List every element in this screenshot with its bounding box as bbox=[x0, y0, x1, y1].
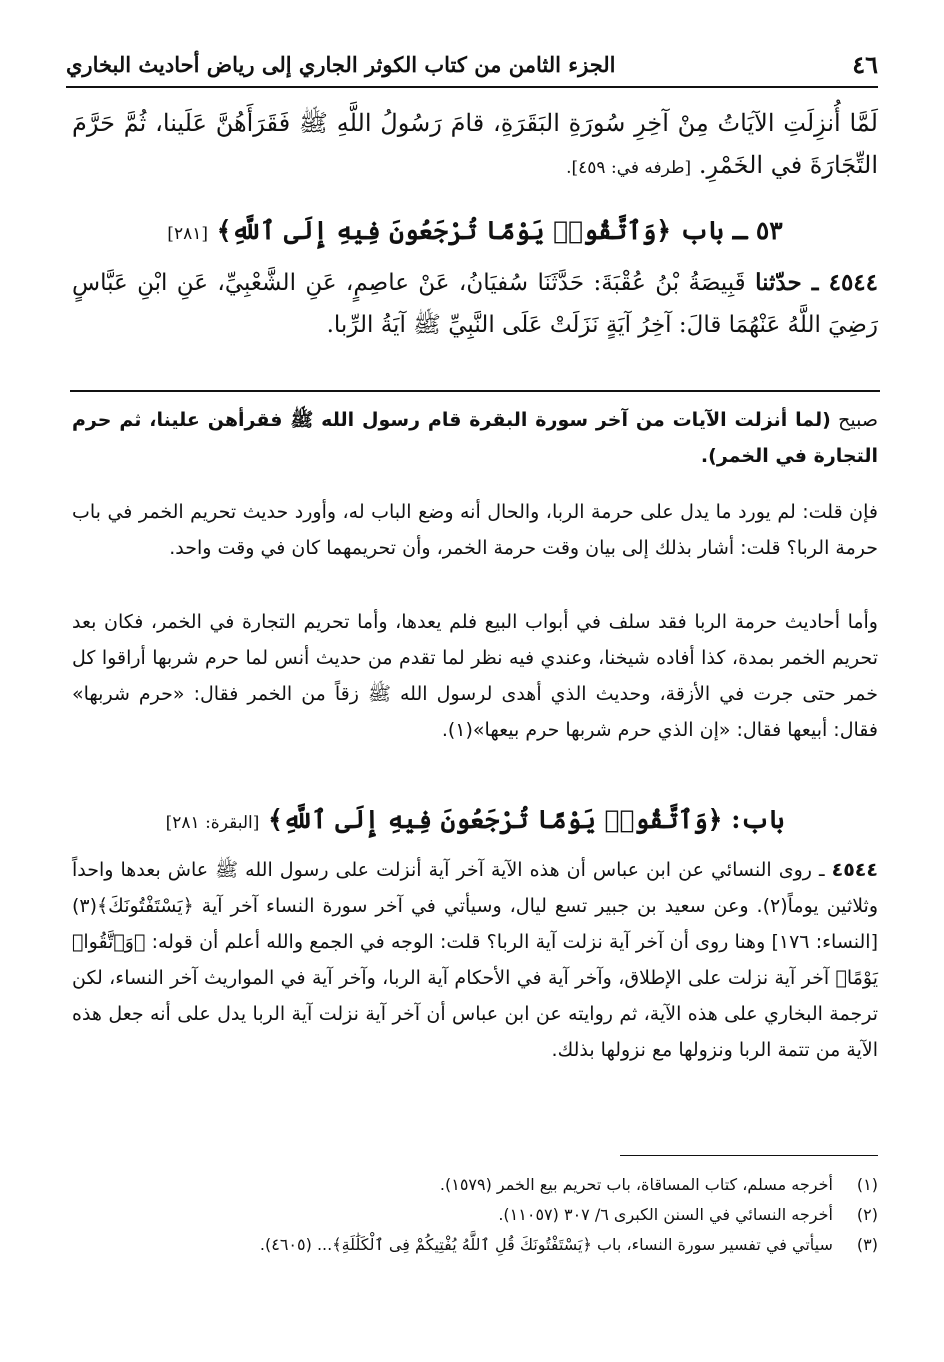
footnote-item bbox=[72, 1200, 878, 1230]
footnote-number: (١) bbox=[856, 1175, 878, 1194]
footnote-separator bbox=[620, 1155, 878, 1156]
commentary-paragraph-2: وأما أحاديث حرمة الربا فقد سلف في أبواب البيع فلم يعدها، وأما تحريم التجارة في الخمر، فكان بعد تحريم الخمر بمدة، كذا أفاده شيخنا، وعندي فيه نظر لما تقدم من حديث أنس لما حرم شربها أراقوا كل خمر حتى جرت في الأزقة، وحديث الذي أهدى لرسول الله ﷺ زقاً من الخمر فقال: «حرم شربها» فقال: أبيعها فقال: «إن الذي حرم شربها حرم بيعها»(١). bbox=[72, 611, 878, 741]
commentary-intro bbox=[72, 402, 878, 474]
commentary-paragraph-1: فإن قلت: لم يورد ما يدل على حرمة الربا، والحال أنه وضع الباب له، وأورد حديث تحريم الخمر في باب حرمة الربا؟ قلت: أشار بذلك إلى بيان وقت حرمة الخمر، وأن تحريمهما كان في وقت واحد. bbox=[72, 501, 878, 559]
page-header bbox=[66, 42, 878, 88]
hadith-number: ٤٥٤٤ ـ حدّثنا bbox=[755, 269, 879, 296]
hadith-4544-text: قَبِيصَةُ بْنُ عُقْبَةَ: حَدَّثَنَا سُفيَانُ، عَنْ عاصِمٍ، عَنِ الشَّعْبِيِّ، عَنِ ابْنِ عَبَّاسٍ رَضِيَ اللَّهُ عَنْهُمَا قالَ: آخِرُ آيَةٍ نَزَلَتْ عَلَى النَّبِيِّ ﷺ آيَةُ الرِّبا. bbox=[72, 270, 878, 338]
footnote-number: (٣) bbox=[856, 1235, 878, 1254]
footnote-item bbox=[72, 1170, 878, 1200]
footnote-text: أخرجه النسائي في السنن الكبرى ٦/ ٣٠٧ (١١٠٥٧). bbox=[498, 1205, 833, 1224]
chapter-number: ٥٣ ـ باب bbox=[679, 216, 783, 245]
chapter-verse: ﴿وَٱتَّقُوا۟ يَوْمًا تُرْجَعُونَ فِيهِ إِلَى ٱللَّهِ﴾ bbox=[216, 216, 672, 245]
chapter-heading-53 bbox=[72, 208, 878, 257]
commentary-paragraph-3-text: ـ روى النسائي عن ابن عباس أن هذه الآية آخر آية أنزلت على رسول الله ﷺ عاش بعدها واحداً وثلاثين يوماً(٢). وعن سعيد بن جبير تسع ليال، وسيأتي في آخر سورة النساء آخر آية ﴿يَسْتَفْتُونَكَ﴾(٣) [النساء: ١٧٦] وهنا روى أن آخر آية نزلت آية الربا؟ قلت: الوجه في الجمع والله أعلم أن قوله: ﴿وَٱتَّقُوا۟ يَوْمًا﴾ آخر آية نزلت على الإطلاق، وآخر آية في الأحكام آية الربا، وآخر آية في المواريث آخر النساء، لكن ترجمة البخاري على هذه الآية، ثم روايته عن ابن عباس أن آخر آية نزلت آية الربا يدل على أنه جعل هذه الآية من تتمة الربا ونزولها مع نزولها بذلك. bbox=[72, 859, 879, 1061]
commentary-chapter-ref: [البقرة: ٢٨١] bbox=[165, 813, 260, 833]
hadith-body: لَمَّا أُنزِلَتِ الآيَاتُ مِنْ آخِرِ سُورَةِ البَقَرَةِ، قامَ رَسُولُ اللَّهِ ﷺ فَقَرَأَهُنَّ عَلَينا، ثُمَّ حَرَّمَ التِّجَارَةَ في الخَمْرِ. bbox=[72, 109, 878, 179]
chapter-verse-ref: [٢٨١] bbox=[167, 224, 208, 244]
page-number: ٤٦ bbox=[852, 49, 878, 79]
commentary-intro-prefix: صبيح bbox=[838, 409, 878, 431]
commentary-hadith-number: ٤٥٤٤ bbox=[831, 859, 878, 881]
footnotes bbox=[72, 1170, 878, 1260]
commentary-chapter-label: باب: bbox=[731, 805, 785, 834]
hadith-4544 bbox=[72, 262, 878, 346]
footnote-text: سيأتي في تفسير سورة النساء، باب ﴿يَسْتَفْتُونَكَ قُلِ ٱللَّهُ يُفْتِيكُمْ فِى ٱلْكَلَٰلَةِ﴾... (٤٦٠٥). bbox=[259, 1235, 833, 1254]
hadith-cross-reference: [طرفه في: ٤٥٩]. bbox=[566, 158, 692, 178]
commentary-chapter-heading bbox=[72, 798, 878, 845]
hadith-text bbox=[72, 102, 878, 189]
footnote-text: أخرجه مسلم، كتاب المساقاة، باب تحريم بيع الخمر (١٥٧٩). bbox=[439, 1175, 833, 1194]
footnote-item bbox=[72, 1230, 878, 1260]
commentary-chapter-verse: ﴿وَٱتَّقُوا۟ يَوْمًا تُرْجَعُونَ فِيهِ إِلَى ٱللَّهِ﴾ bbox=[268, 805, 723, 834]
text-commentary-divider bbox=[70, 390, 880, 392]
running-title: الجزء الثامن من كتاب الكوثر الجاري إلى رياض أحاديث البخاري bbox=[66, 51, 616, 77]
footnote-number: (٢) bbox=[856, 1205, 878, 1224]
commentary-paragraph-3 bbox=[72, 852, 878, 1068]
commentary-intro-quote: (لما أنزلت الآيات من آخر سورة البقرة قام رسول الله ﷺ فقرأهن علينا، ثم حرم التجارة في الخمر). bbox=[72, 409, 878, 467]
